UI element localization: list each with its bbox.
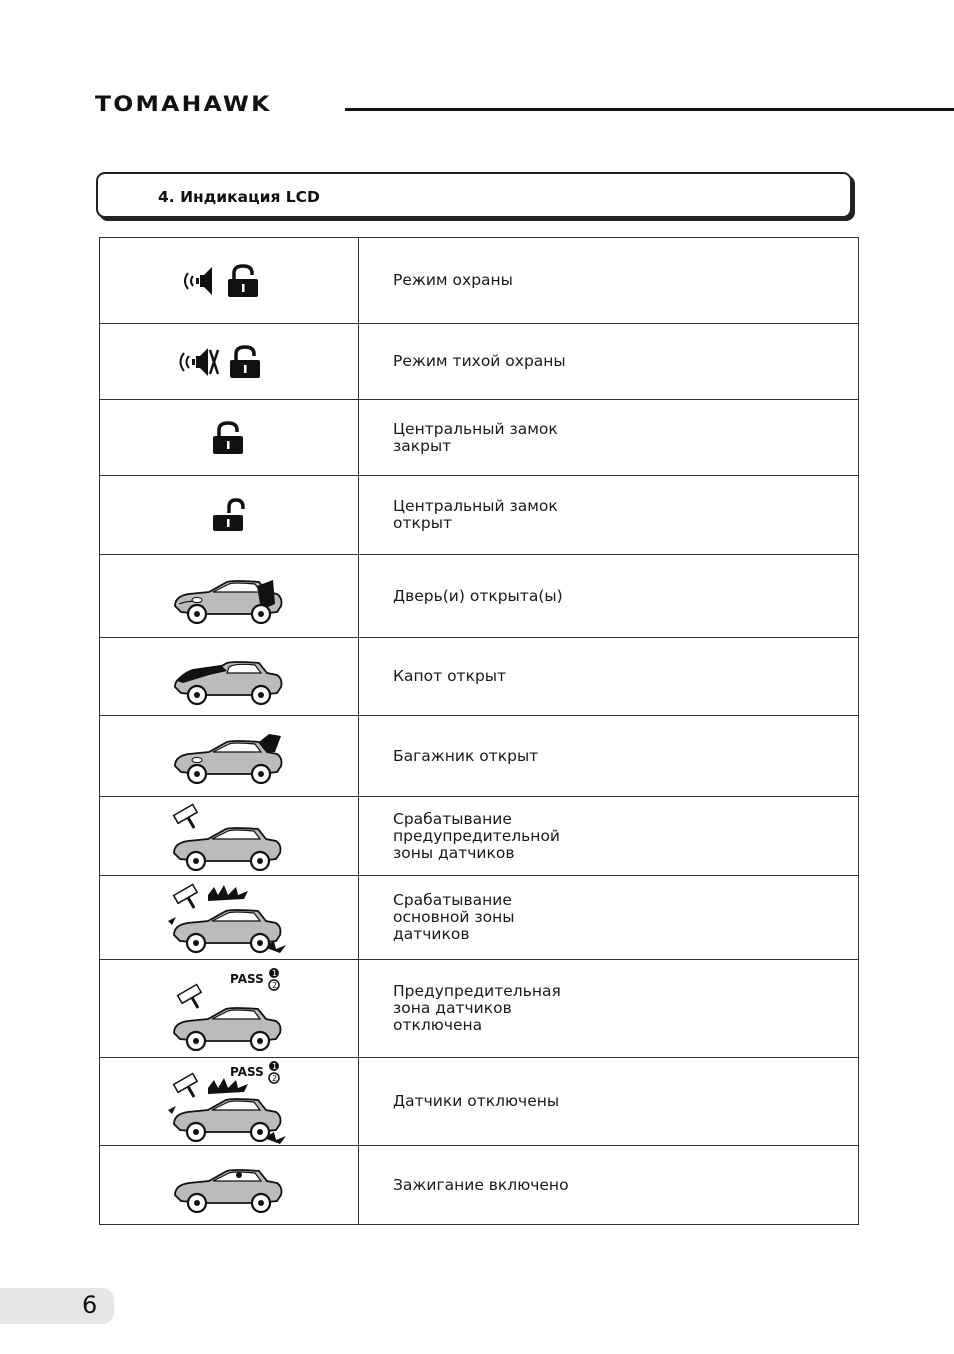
row-description: Срабатывание предупредительной зоны датчиков — [393, 809, 560, 862]
table-row — [100, 400, 859, 476]
table-row — [100, 1146, 859, 1225]
svg-text:2: 2 — [272, 980, 278, 990]
indication-table — [99, 237, 859, 1225]
svg-text:2: 2 — [272, 1073, 278, 1083]
svg-text:1: 1 — [272, 1061, 278, 1071]
row-description: Центральный замок закрыт — [393, 419, 558, 455]
svg-text:1: 1 — [272, 968, 278, 978]
row-description: Дверь(и) открыта(ы) — [393, 586, 563, 605]
table-row — [100, 238, 859, 324]
section-title: 4. Индикация LCD — [158, 188, 320, 206]
row-description: Зажигание включено — [393, 1175, 569, 1194]
pass-badge: PASS — [230, 971, 264, 986]
section-header — [96, 172, 852, 218]
row-description: Режим охраны — [393, 271, 513, 289]
car-ignition-icon — [169, 1153, 289, 1217]
table-row — [100, 555, 859, 638]
lock-open-icon — [209, 495, 249, 535]
siren-lock-icon — [174, 261, 284, 301]
muted-siren-lock-icon — [174, 342, 284, 382]
table-row — [100, 324, 859, 400]
row-description: Срабатывание основной зоны датчиков — [393, 891, 515, 943]
table-row — [100, 876, 859, 960]
table-row — [100, 476, 859, 555]
row-description: Предупредительная зона датчиков отключена — [393, 982, 561, 1034]
car-door-open-icon — [169, 564, 289, 628]
page-tab — [0, 1288, 114, 1324]
header-rule — [345, 108, 954, 111]
table-row — [100, 960, 859, 1058]
car-trunk-open-icon — [169, 724, 289, 788]
row-description: Датчики отключены — [393, 1092, 560, 1110]
car-hood-open-icon — [169, 645, 289, 709]
pass-badge: PASS — [230, 1064, 264, 1079]
lock-closed-icon — [209, 418, 249, 458]
car-main-zone-icon — [164, 881, 294, 955]
row-description: Центральный замок открыт — [393, 497, 558, 532]
brand-logo: TOMAHAWK — [95, 92, 272, 116]
table-row — [100, 716, 859, 797]
page-number: 6 — [82, 1291, 98, 1319]
row-description: Багажник открыт — [393, 746, 539, 765]
table-row — [100, 1058, 859, 1146]
car-warning-zone-icon — [164, 801, 294, 871]
car-warning-pass-icon — [164, 967, 294, 1051]
table-row — [100, 797, 859, 876]
row-description: Капот открыт — [393, 667, 507, 685]
row-description: Режим тихой охраны — [393, 352, 566, 370]
car-sensors-off-icon — [164, 1060, 294, 1144]
table-row — [100, 638, 859, 716]
